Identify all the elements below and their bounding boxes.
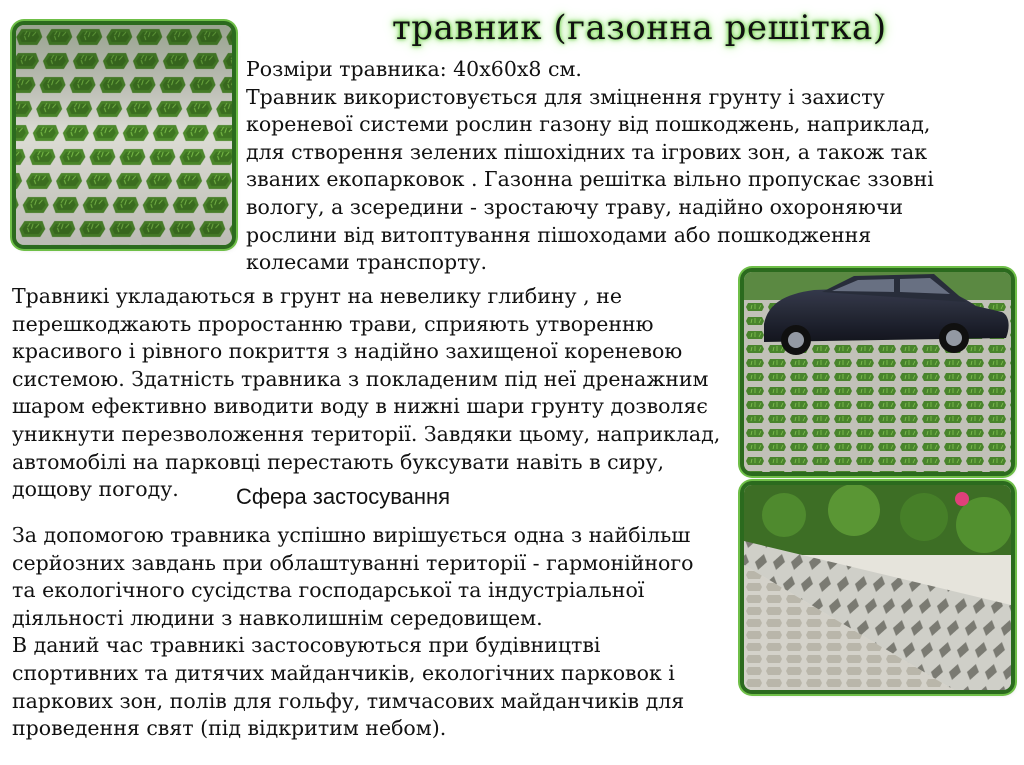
text-line: уникнути перезволоження території. Завдяки цьому, наприклад,: [12, 421, 721, 446]
text-line: колесами транспорту.: [246, 250, 488, 275]
text-line: шаром ефективно виводити воду в нижні шари грунту дозволяє: [12, 394, 708, 419]
text-line: Травник використовується для зміцнення грунту і захисту: [246, 84, 885, 109]
text-line: перешкоджають проростанню трави, сприяють утворенню: [12, 311, 654, 336]
grass-grid-photo: [16, 25, 232, 245]
text-line: Розміри травника: 40х60х8 см.: [246, 57, 582, 81]
text-line: За допомогою травника успішно вирішується одна з найбільш: [12, 523, 691, 547]
text-line: В даний час травникі застосовуються при будівництві: [12, 633, 601, 658]
text-line: рослини від витоптування пішоходами або пошкодження: [246, 222, 872, 247]
text-line: дощову погоду.: [12, 477, 179, 502]
text-line: вологу, а зсередини - зростаючу траву, надійно охороняючи: [246, 194, 904, 219]
parking-car-photo: [744, 272, 1011, 472]
scope-heading: Сфера застосування: [236, 484, 451, 509]
text-line: та екологічного сусідства господарської та індустріальної: [12, 578, 645, 603]
text-line: діяльності людини з навколишнім середовищем.: [12, 605, 543, 630]
text-line: проведення свят (під відкритим небом).: [12, 716, 447, 741]
text-line: красивого і рівного покриття з надійно захищеної кореневою: [12, 339, 683, 364]
text-line: автомобілі на парковці перестають буксувати навіть в сиру,: [12, 449, 664, 474]
text-line: кореневої системи рослин газону від пошкоджень, наприклад,: [246, 112, 931, 137]
text-line: званих екопарковок . Газонна решітка вільно пропускає ззовні: [246, 167, 934, 192]
text-line: спортивних та дитячих майданчиків, екологічних парковок і: [12, 660, 675, 685]
text-line: для створення зелених пішохідних та ігрових зон, а також так: [246, 139, 928, 164]
page-title: травник (газонна решітка): [392, 8, 887, 48]
text-line: системою. Здатність травника з покладеним під неї дренажним: [12, 366, 709, 391]
laying-text: [12, 283, 720, 504]
retaining-wall-photo: [744, 485, 1011, 690]
text-line: Травникі укладаються в грунт на невелику глибину , не: [12, 284, 622, 308]
scope-text: [12, 522, 693, 743]
intro-text: [246, 56, 934, 277]
text-line: серйозних завдань при облаштуванні території - гармонійного: [12, 550, 694, 575]
text-line: паркових зон, полів для гольфу, тимчасових майданчиків для: [12, 688, 685, 713]
